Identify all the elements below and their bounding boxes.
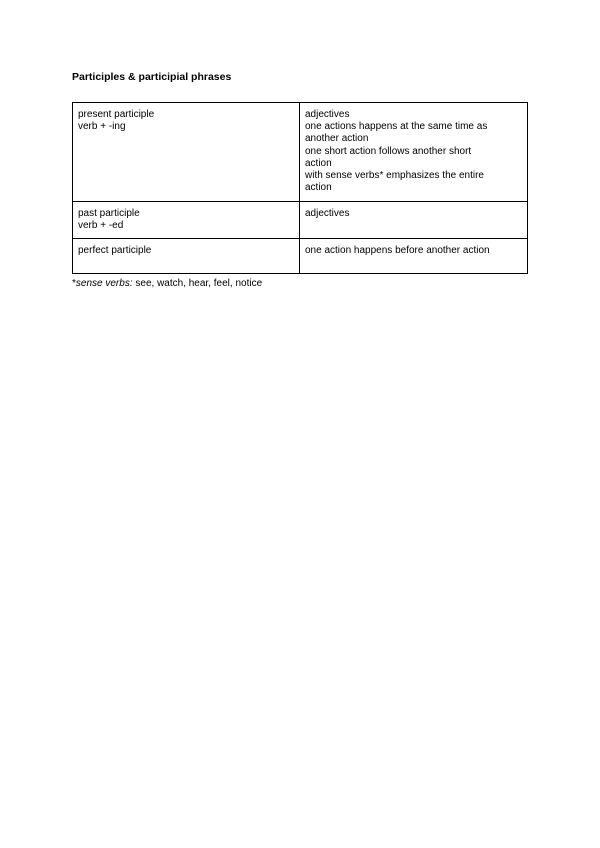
cell-line: present participle [78,109,155,120]
participle-type-cell [73,202,300,239]
table-row [73,239,528,274]
cell-line: perfect participle [78,245,152,256]
cell-line: one short action follows another short [305,145,472,157]
participle-type-cell [73,239,300,274]
cell-line: another action [305,133,369,145]
footnote-term: sense verbs: [75,278,133,289]
table-row [73,103,528,202]
participle-type-cell [73,103,300,202]
participles-table [72,102,528,274]
footnote-text: see, watch, hear, feel, notice [132,278,263,289]
cell-line: action [305,182,332,194]
footnote [72,278,262,290]
participle-usage-cell [300,239,528,274]
cell-line: one action happens before another action [305,245,490,256]
table-row [73,202,528,239]
participle-usage-cell [300,103,528,202]
footnote-marker: * [72,278,76,289]
page-title: Participles & participial phrases [72,71,232,83]
cell-line: verb + -ing [78,121,126,133]
cell-line: one actions happens at the same time as [305,121,488,133]
cell-line: adjectives [305,208,350,219]
cell-line: adjectives [305,109,350,120]
cell-line: with sense verbs* emphasizes the entire [305,170,484,182]
cell-line: verb + -ed [78,220,124,232]
cell-line: past participle [78,208,140,219]
participle-usage-cell [300,202,528,239]
cell-line: action [305,157,332,169]
